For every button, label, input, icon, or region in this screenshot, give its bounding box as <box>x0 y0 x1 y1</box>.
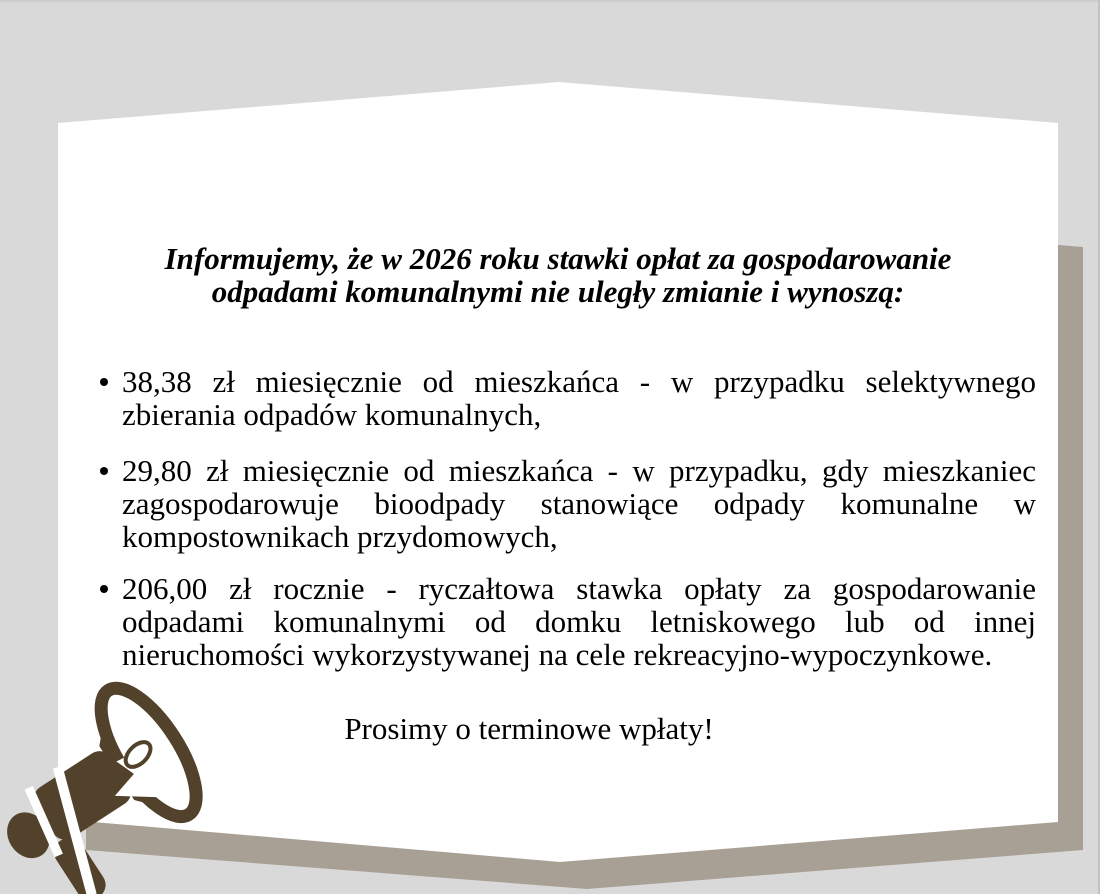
bullet-marker <box>100 467 108 475</box>
notice-heading-line-1: Informujemy, że w 2026 roku stawki opłat za gospodarowanie <box>164 241 952 276</box>
fee-item-text: 38,38 zł miesięcznie od mieszkańca - w przypadku selektywnego zbierania odpadów komunalnych, <box>122 364 1036 432</box>
bullet-marker <box>100 585 108 593</box>
fee-item-composting <box>122 454 1036 553</box>
fee-item-text: 206,00 zł rocznie - ryczałtowa stawka opłaty za gospodarowanie odpadami komunalnymi od domku letniskowego lub od innej nieruchomości wykorzystywanej na cele rekreacyjno-wypoczynkowe. <box>122 571 1036 672</box>
fee-item-selective <box>122 365 1036 431</box>
fee-item-recreational <box>122 572 1036 671</box>
notice-heading-line-2: odpadami komunalnymi nie uległy zmianie i wynoszą: <box>211 274 905 309</box>
bullet-marker <box>100 378 108 386</box>
canvas-top-edge <box>0 0 1100 2</box>
closing-note: Prosimy o terminowe wpłaty! <box>344 711 714 746</box>
fee-item-text: 29,80 zł miesięcznie od mieszkańca - w przypadku, gdy mieszkaniec zagospodarowuje bioodpady stanowiące odpady komunalne w kompostownikach przydomowych, <box>122 453 1036 554</box>
notice-heading <box>58 242 1058 308</box>
